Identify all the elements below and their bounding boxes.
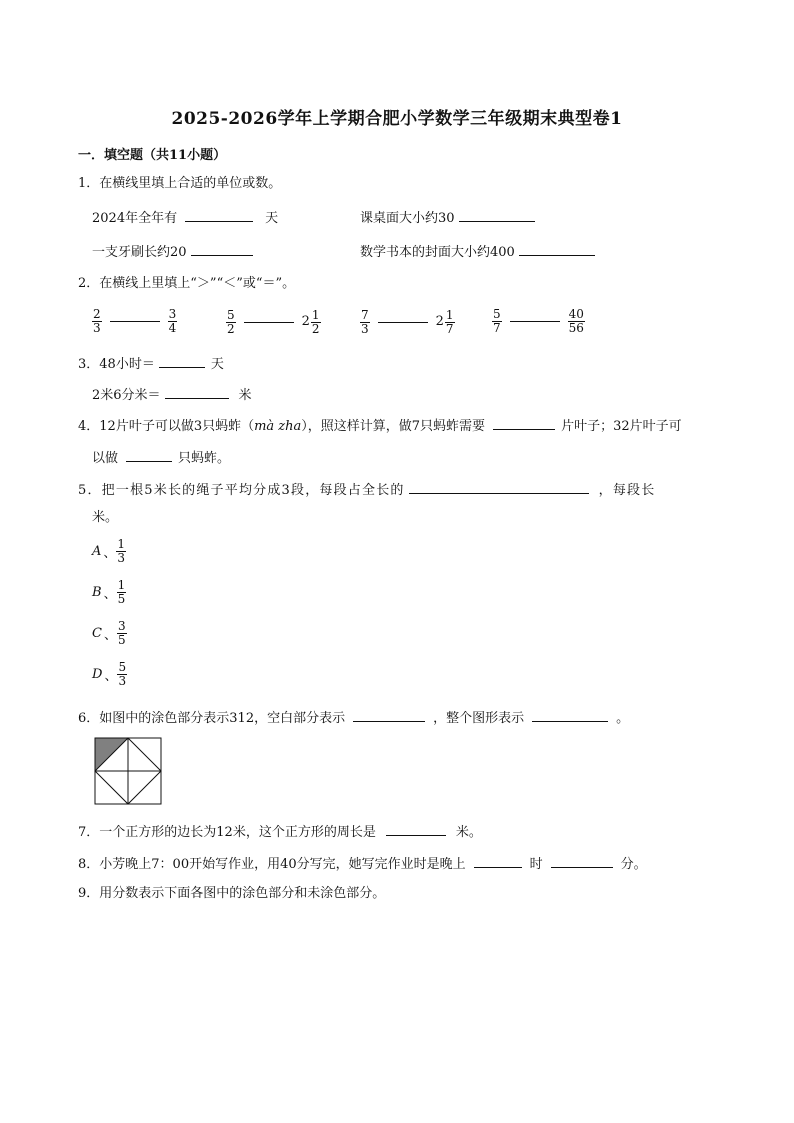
compare-item-2 — [226, 306, 321, 339]
answer-blank-8a[interactable] — [474, 853, 522, 868]
question-9-stem: 9．用分数表示下面各图中的涂色部分和未涂色部分。 — [78, 886, 386, 901]
question-7-text-b: 米。 — [455, 825, 482, 840]
question-5-text-b: ，每段长 — [598, 483, 656, 498]
question-2-stem: 2．在横线上里填上“＞”“＜”或“＝”。 — [78, 276, 296, 291]
answer-blank-6a[interactable] — [353, 707, 425, 722]
fraction: $\frac{1}{5}$ — [117, 578, 126, 606]
fraction: $\frac{7}{3}$ — [361, 307, 369, 336]
question-5-text-a: 5．把一根5米长的绳子平均分成3段，每段占全长的 — [78, 483, 405, 498]
question-1c-text: 一支牙刷长约20 — [92, 245, 187, 260]
answer-blank-4a[interactable] — [493, 415, 555, 430]
question-7-text-a: 7．一个正方形的边长为12米，这个正方形的周长是 — [78, 825, 376, 840]
question-6 — [78, 707, 629, 728]
answer-blank-1b[interactable] — [459, 207, 535, 222]
question-8-text-a: 8．小芳晚上7：00开始写作业，用40分写完，她写完作业时是晚上 — [78, 857, 466, 872]
fraction: $\frac{5}{7}$ — [493, 307, 501, 335]
question-1d-text: 数学书本的封面大小约400 — [360, 245, 515, 260]
question-1b — [360, 207, 539, 228]
mixed-number: 2 $\frac{1}{2}$ — [301, 307, 320, 336]
option-c[interactable]: C 、 $\frac{3}{5}$ — [92, 619, 126, 647]
pinyin-note: mà zha — [254, 419, 302, 434]
fraction: $\frac{5}{2}$ — [227, 307, 235, 336]
question-3b-unit: 米 — [238, 388, 252, 403]
answer-blank-1d[interactable] — [519, 241, 595, 256]
question-6-text-b: ，整个图形表示 — [433, 711, 525, 726]
question-5-line1 — [78, 479, 655, 500]
option-a[interactable]: A 、 $\frac{1}{3}$ — [92, 537, 126, 565]
question-3a-unit: 天 — [210, 357, 224, 372]
question-7 — [78, 821, 482, 842]
question-3b — [92, 384, 252, 405]
question-4-line2 — [92, 447, 230, 468]
fraction: $\frac{40}{56}$ — [568, 307, 584, 335]
question-1b-text: 课桌面大小约30 — [360, 211, 455, 226]
compare-item-4 — [492, 306, 585, 338]
question-6-text-c: 。 — [616, 711, 630, 726]
answer-blank-1c[interactable] — [191, 241, 253, 256]
fraction: $\frac{5}{3}$ — [118, 660, 127, 688]
question-1d — [360, 241, 599, 262]
question-4-text-b: ），照这样计算，做7只蚂蚱需要 — [301, 419, 486, 434]
question-1-stem: 1．在横线里填上合适的单位或数。 — [78, 176, 282, 191]
question-4-text-d: 以做 — [92, 451, 119, 466]
fraction: $\frac{3}{4}$ — [168, 307, 177, 335]
answer-blank-6b[interactable] — [532, 707, 608, 722]
question-3a-text: 3．48小时＝ — [78, 357, 155, 372]
question-1a-text: 2024年全年有 — [92, 211, 178, 226]
fraction: $\frac{3}{5}$ — [117, 619, 126, 647]
page-title: 2025-2026学年上学期合肥小学数学三年级期末典型卷1 — [171, 109, 623, 129]
answer-blank-3b[interactable] — [165, 384, 229, 399]
compare-blank-4[interactable] — [510, 321, 560, 322]
answer-blank-4b[interactable] — [126, 447, 172, 462]
answer-blank-7[interactable] — [386, 821, 446, 836]
question-6-text-a: 6．如图中的涂色部分表示312，空白部分表示 — [78, 711, 346, 726]
answer-blank-3a[interactable] — [159, 353, 205, 368]
question-8 — [78, 853, 647, 874]
option-d[interactable]: D 、 $\frac{5}{3}$ — [92, 660, 127, 688]
question-3a — [78, 353, 224, 374]
compare-blank-3[interactable] — [378, 322, 428, 323]
compare-blank-2[interactable] — [244, 322, 294, 323]
option-b[interactable]: B 、 $\frac{1}{5}$ — [92, 578, 126, 606]
section-heading: 一．填空题（共11小题） — [78, 148, 227, 163]
answer-blank-1a[interactable] — [185, 207, 253, 222]
question-4-text-a: 4．12片叶子可以做3只蚂蚱（ — [78, 419, 255, 434]
square-figure — [94, 737, 162, 805]
fraction: $\frac{2}{3}$ — [93, 307, 101, 335]
compare-item-1 — [92, 306, 177, 338]
question-8-text-b: 时 — [529, 857, 543, 872]
question-4-line1 — [78, 415, 682, 436]
question-1a — [92, 207, 278, 228]
question-4-text-e: 只蚂蚱。 — [178, 451, 231, 466]
compare-item-3 — [360, 306, 455, 339]
question-8-text-c: 分。 — [620, 857, 647, 872]
question-4-text-c: 片叶子；32片叶子可 — [561, 419, 682, 434]
fraction: $\frac{1}{3}$ — [117, 537, 126, 565]
question-5-line2: 米。 — [92, 510, 119, 525]
answer-blank-5[interactable] — [409, 479, 589, 494]
question-3b-text: 2米6分米＝ — [92, 388, 161, 403]
answer-blank-8b[interactable] — [551, 853, 613, 868]
question-1c — [92, 241, 257, 262]
compare-blank-1[interactable] — [110, 321, 160, 322]
question-1a-unit: 天 — [265, 211, 279, 226]
mixed-number: 2 $\frac{1}{7}$ — [435, 307, 454, 336]
